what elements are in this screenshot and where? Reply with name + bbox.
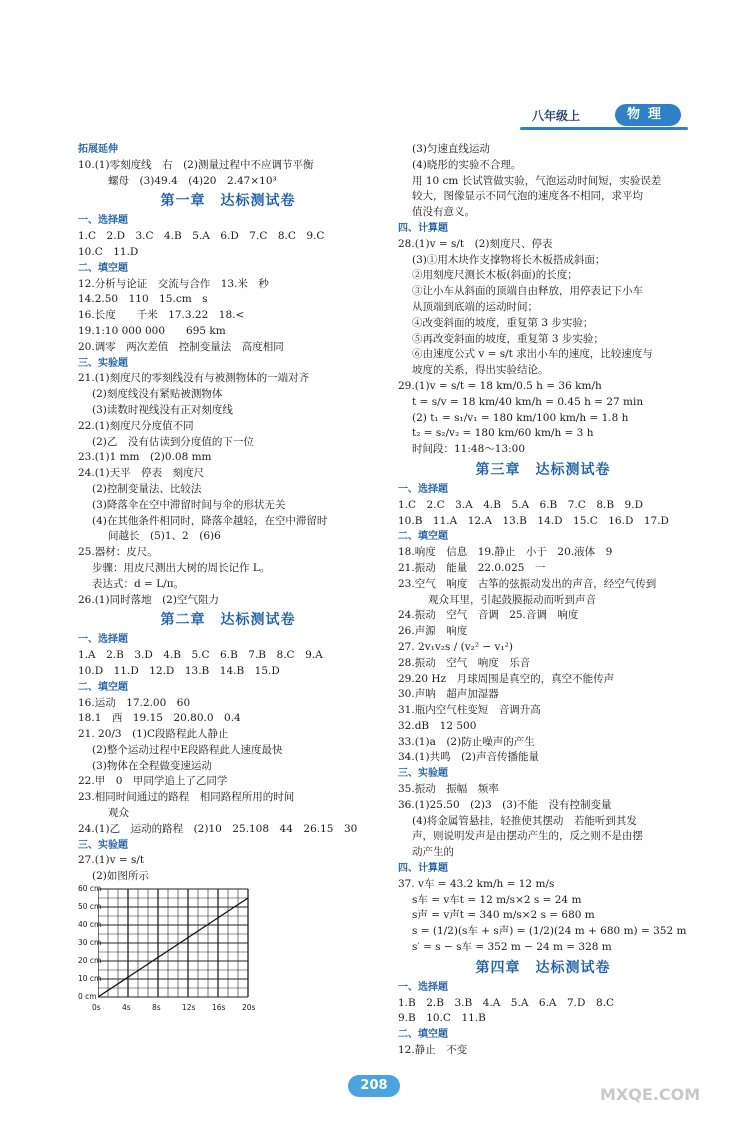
- answer-line: 36.(1)25.50 (2)3 (3)不能 没有控制变量: [398, 798, 612, 811]
- answer-line: 28.(1)v = s/t (2)刻度尺、停表: [398, 237, 553, 250]
- section-heading: 三、实验题: [78, 357, 128, 369]
- chapter-title: 第二章 达标测试卷: [160, 612, 296, 629]
- x-tick-label: 20s: [242, 1003, 256, 1013]
- answer-line: 33.(1)a (2)防止噪声的产生: [398, 735, 535, 748]
- answer-line: 从顶端到底端的运动时间；: [412, 300, 538, 313]
- answer-line: 16.运动 17.2.00 60: [78, 696, 191, 709]
- answer-line: 24.振动 空气 音调 25.音调 响度: [398, 609, 579, 622]
- answer-line: 14.2.50 110 15.cm s: [78, 293, 208, 306]
- answer-line: ②用刻度尺测长木板(斜面)的长度；: [412, 269, 578, 282]
- answer-line: (2) t₁ = s₁/v₁ = 180 km/100 km/h = 1.8 h: [412, 411, 629, 424]
- chapter-title: 第四章 达标测试卷: [475, 959, 611, 976]
- answer-line: 23.(1)1 mm (2)0.08 mm: [78, 451, 212, 464]
- answer-line: 26.(1)同时落地 (2)空气阻力: [78, 593, 219, 606]
- answer-line: 坡度的关系，得出实验结论。: [412, 364, 549, 377]
- answer-line: 24.(1)天平 停表 刻度尺: [78, 467, 205, 480]
- answer-line: ③让小车从斜面的顶端自由释放，用停表记下小车: [412, 285, 643, 298]
- answer-line: 21.(1)刻度尺的零刻线没有与被测物体的一端对齐: [78, 372, 310, 385]
- answer-line: (4)晓彤的实验不合理。: [412, 158, 522, 171]
- answer-line: 18.响度 信息 19.静止 小于 20.液体 9: [398, 546, 613, 559]
- answer-line: 20.调零 两次差值 控制变量法 高度相同: [78, 340, 284, 353]
- y-tick-label: 0 cm: [78, 992, 97, 1002]
- answer-line: 用 10 cm 长试管做实验，气泡运动时间短，实验误差: [412, 174, 662, 187]
- answer-line: (4)在其他条件相同时，降落伞越轻，在空中滞留时: [92, 514, 328, 527]
- answer-line: s = (1/2)(s车 + s声) = (1/2)(24 m + 680 m) = 352 m: [412, 925, 687, 938]
- answer-line: 21. 20/3 (1)C段路程此人静止: [78, 728, 229, 741]
- answer-line: 时间段：11:48～13:00: [412, 443, 526, 456]
- answer-line: 21.振动 能量 22.0.025 一: [398, 561, 546, 574]
- answer-line: 观众耳里，引起鼓膜振动而听到声音: [428, 593, 596, 606]
- answer-line: 22.甲 0 甲同学追上了乙同学: [78, 775, 228, 788]
- answer-line: 10.C 11.D: [78, 245, 139, 258]
- answer-line: s′ = s − s车 = 352 m − 24 m = 328 m: [412, 941, 612, 954]
- answer-line: 31.瓶内空气柱变短 音调升高: [398, 704, 541, 717]
- answer-line: 18.1 西 19.15 20.80.0 0.4: [78, 712, 241, 725]
- answer-line: 24.(1)乙 运动的路程 (2)10 25.108 44 26.15 30: [78, 822, 358, 835]
- answer-line: 1.C 2.C 3.A 4.B 5.A 6.B 7.C 8.B 9.D: [398, 498, 643, 511]
- answer-line: 10.(1)零刻度线 右 (2)测量过程中不应调节平衡: [78, 158, 314, 171]
- x-tick-label: 16s: [212, 1003, 226, 1013]
- answer-line: (3)降落伞在空中滞留时间与伞的形状无关: [92, 498, 286, 511]
- answer-line: 28.振动 空气 响度 乐音: [398, 656, 531, 669]
- answer-line: (2)如图所示: [92, 870, 149, 883]
- answer-line: ④改变斜面的坡度，重复第 3 步实验；: [412, 316, 594, 329]
- answer-line: 9.B 10.C 11.B: [398, 1012, 486, 1025]
- answer-line: (3)匀速直线运动: [412, 143, 490, 155]
- answer-line: t₂ = s₂/v₂ = 180 km/60 km/h = 3 h: [412, 427, 594, 440]
- x-tick-label: 8s: [152, 1003, 161, 1013]
- x-tick-label: 0s: [92, 1003, 101, 1013]
- answer-line: (2)乙 没有估读到分度值的下一位: [92, 435, 254, 448]
- answer-line: 螺母 (3)49.4 (4)20 2.47×10³: [108, 174, 277, 187]
- answer-line: 19.1:10 000 000 695 km: [78, 324, 226, 337]
- section-heading: 四、计算题: [398, 222, 448, 234]
- answer-line: 12.静止 不变: [398, 1044, 468, 1057]
- answer-line: (3)①用木块作支撑物将长木板搭成斜面；: [412, 253, 606, 266]
- answer-line: (3)读数时视线没有正对刻度线: [92, 403, 233, 416]
- header-underline: [520, 127, 688, 130]
- answer-line: 27. 2v₁v₂s / (v₂² − v₁²): [398, 640, 513, 653]
- data-line: [98, 898, 248, 997]
- answer-line: 22.(1)刻度尺分度值不同: [78, 419, 194, 432]
- x-tick-label: 4s: [122, 1003, 131, 1013]
- answer-line: 16.长度 千米 17.3.22 18.<: [78, 309, 245, 322]
- answer-line: 29.20 Hz 月球周围是真空的，真空不能传声: [398, 672, 615, 685]
- section-heading: 二、填空题: [78, 262, 128, 274]
- answer-line: 表达式：d = L/π。: [92, 577, 185, 590]
- y-tick-label: 40 cm: [78, 920, 102, 930]
- section-heading: 二、填空题: [78, 681, 128, 693]
- answer-line: 23.相同时间通过的路程 相同路程所用的时间: [78, 791, 295, 804]
- section-heading: 三、实验题: [78, 839, 128, 851]
- answer-line: 23.空气 响度 古筝的弦振动发出的声音，经空气传到: [398, 577, 657, 590]
- answer-line: 1.C 2.D 3.C 4.B 5.A 6.D 7.C 8.C 9.C: [78, 230, 325, 243]
- answer-line: 声，则说明发声是由摆动产生的，反之则不是由摆: [412, 830, 643, 843]
- watermark-logo: MXQE.COM: [600, 1085, 701, 1104]
- right-column: [398, 142, 688, 1059]
- y-tick-label: 30 cm: [78, 938, 102, 948]
- chapter-title: 第一章 达标测试卷: [160, 193, 296, 210]
- answer-line: 1.B 2.B 3.B 4.A 5.A 6.A 7.D 8.C: [398, 996, 614, 1009]
- section-heading: 二、填空题: [398, 1029, 448, 1041]
- answer-line: s车 = v车t = 12 m/s×2 s = 24 m: [412, 893, 582, 906]
- answer-line: s声 = v声t = 340 m/s×2 s = 680 m: [412, 909, 595, 922]
- answer-line: 观众: [108, 807, 129, 820]
- answer-line: 27.(1)v = s/t: [78, 854, 145, 867]
- chapter-title: 第三章 达标测试卷: [475, 461, 611, 478]
- grade-label: 八年级上: [532, 109, 581, 123]
- answer-line: 较大，图像显示不同气泡的速度各不相同，求平均: [412, 190, 643, 203]
- answer-line: ⑥由速度公式 v = s/t 求出小车的速度，比较速度与: [412, 348, 653, 361]
- section-heading: 一、选择题: [78, 215, 128, 227]
- section-heading: 四、计算题: [398, 863, 448, 875]
- x-tick-label: 12s: [182, 1003, 196, 1013]
- answer-line: 26.声源 响度: [398, 625, 468, 638]
- answer-line: 值没有意义。: [412, 206, 475, 219]
- y-tick-label: 50 cm: [78, 902, 102, 912]
- section-heading: 一、选择题: [398, 981, 448, 993]
- page-number: 208: [348, 1075, 400, 1097]
- answer-line: (4)将金属管悬挂，轻推使其摆动 若能听到其发: [412, 814, 637, 827]
- answer-line: (2)刻度线没有紧贴被测物体: [92, 388, 223, 401]
- answer-line: (2)整个运动过程中E段路程此人速度最快: [92, 743, 283, 756]
- answer-line: ⑤再改变斜面的坡度，重复第 3 步实验；: [412, 332, 604, 345]
- y-tick-label: 60 cm: [78, 884, 102, 894]
- answer-line: (3)物体在全程做变速运动: [92, 759, 212, 772]
- subject-badge: 物理: [615, 104, 681, 126]
- answer-line: 34.(1)共鸣 (2)声音传播能量: [398, 751, 539, 764]
- answer-line: 35.振动 振幅 频率: [398, 783, 499, 796]
- answer-line: t = s/v = 18 km/40 km/h = 0.45 h = 27 min: [412, 395, 644, 408]
- answer-line: 29.(1)v = s/t = 18 km/0.5 h = 36 km/h: [398, 379, 602, 392]
- answer-line: 25.器材：皮尺。: [78, 546, 158, 559]
- answer-line: 间越长 (5)1、2 (6)6: [108, 530, 221, 543]
- answer-line: 30.声呐 超声加湿器: [398, 688, 499, 701]
- answer-line: 37. v车 = 43.2 km/h = 12 m/s: [398, 877, 555, 890]
- y-tick-label: 10 cm: [78, 974, 102, 984]
- answer-line: 10.B 11.A 12.A 13.B 14.D 15.C 16.D 17.D: [398, 514, 669, 527]
- answer-line: 1.A 2.B 3.D 4.B 5.C 6.B 7.B 8.C 9.A: [78, 649, 323, 662]
- section-heading: 二、填空题: [398, 531, 448, 543]
- section-heading: 拓展延伸: [78, 144, 118, 155]
- answer-line: 动产生的: [412, 846, 454, 859]
- section-heading: 三、实验题: [398, 768, 448, 780]
- y-tick-label: 20 cm: [78, 956, 102, 966]
- answer-line: (2)控制变量法、比较法: [92, 482, 202, 495]
- left-column: [78, 142, 378, 1015]
- section-heading: 一、选择题: [78, 634, 128, 646]
- section-heading: 一、选择题: [398, 483, 448, 495]
- answer-line: 步骤：用皮尺测出大树的周长记作 L。: [92, 561, 271, 574]
- answer-line: 12.分析与论证 交流与合作 13.米 秒: [78, 277, 269, 290]
- page-header: [520, 103, 690, 129]
- answer-line: 32.dB 12 500: [398, 719, 477, 732]
- answer-line: 10.D 11.D 12.D 13.B 14.B 15.D: [78, 664, 280, 677]
- distance-time-graph: [78, 884, 378, 1015]
